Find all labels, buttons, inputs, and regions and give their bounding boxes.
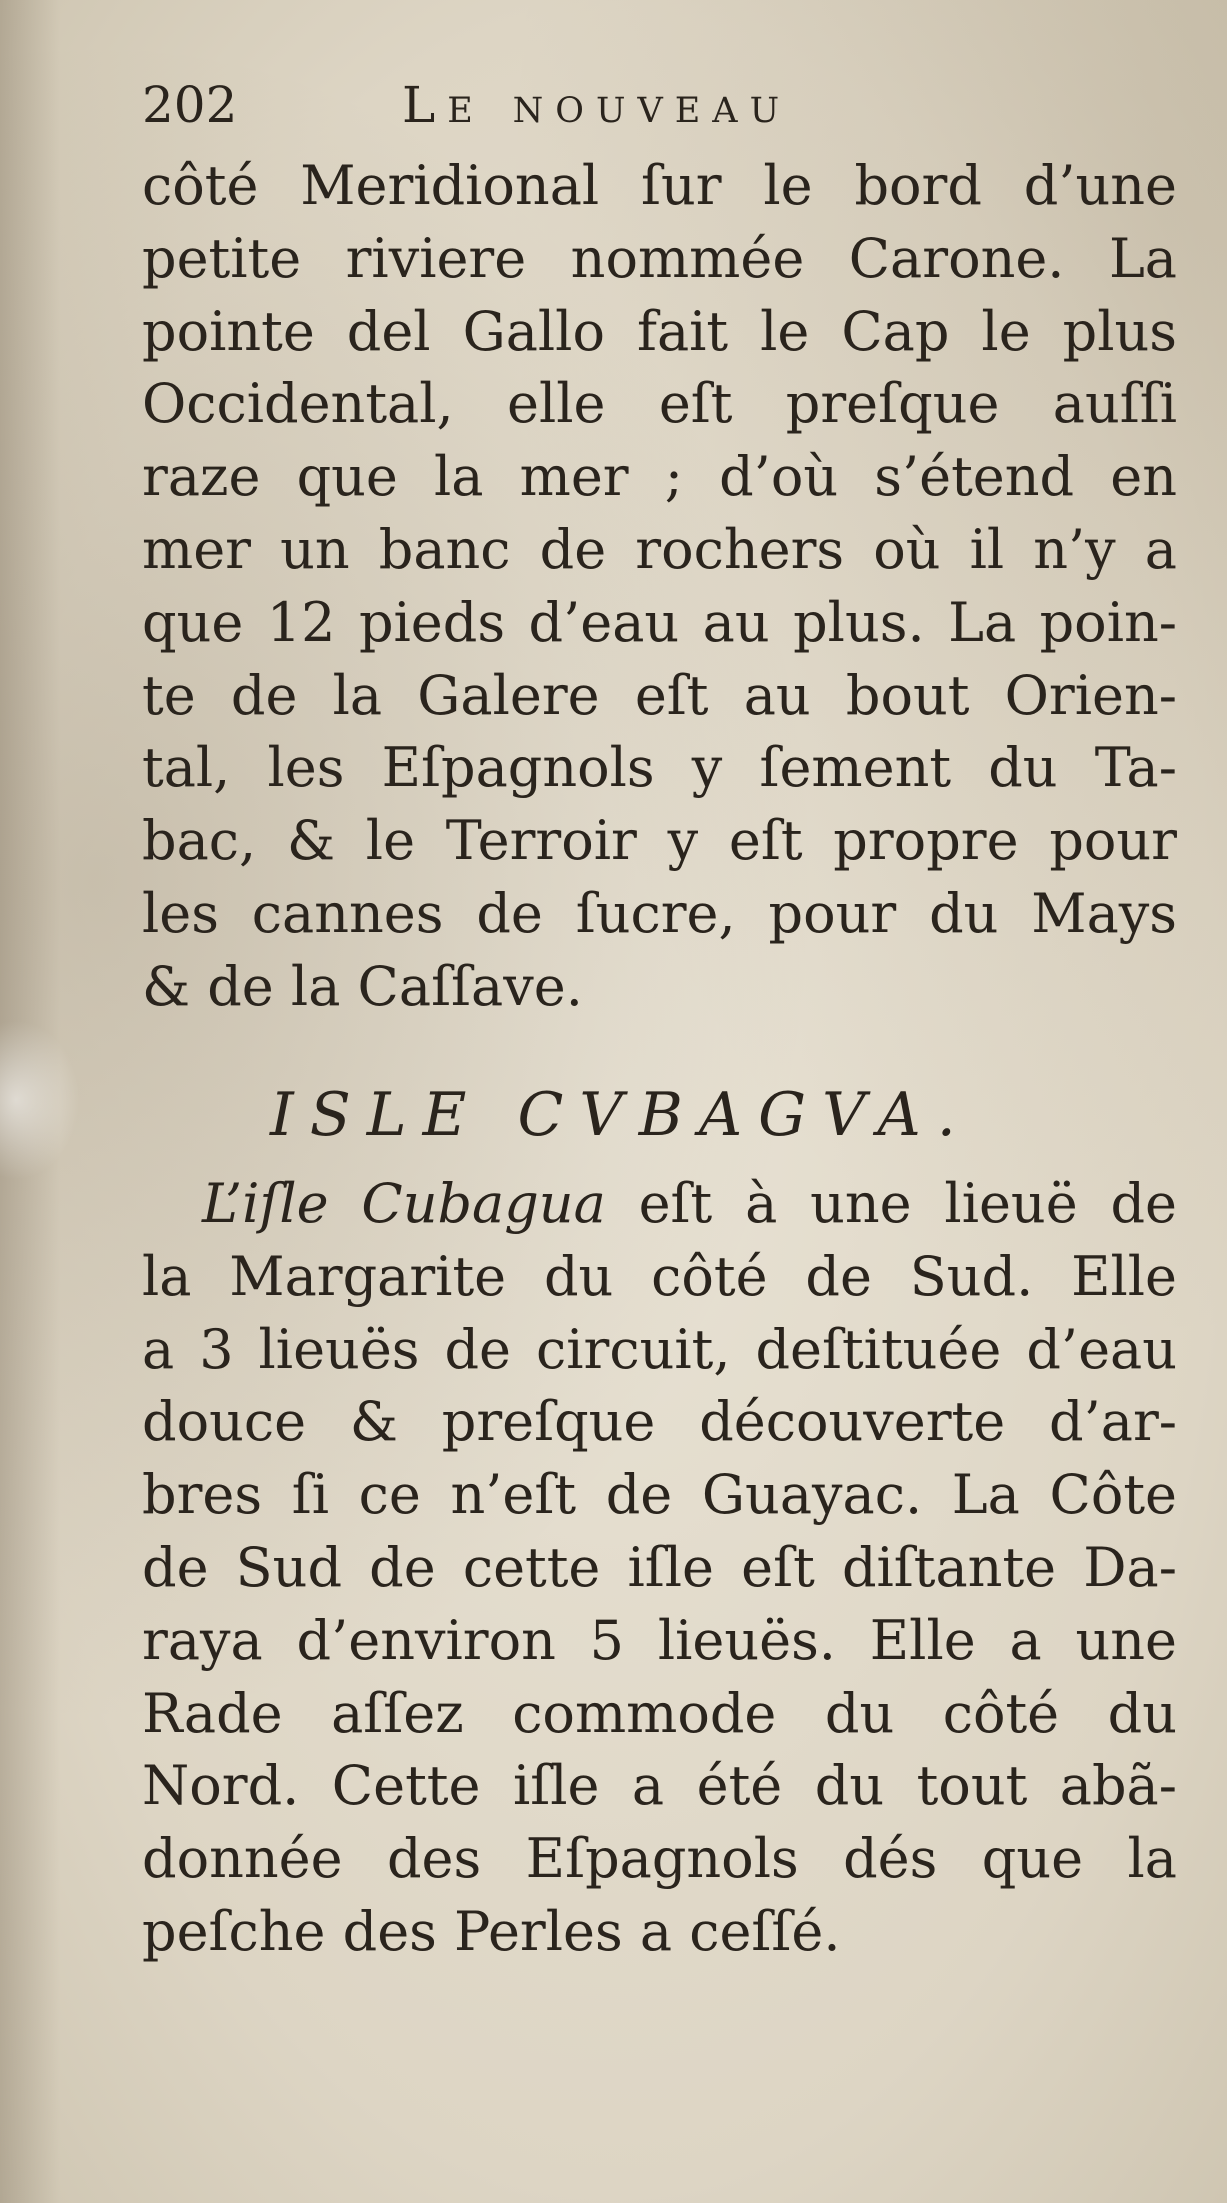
running-title: Le nouveau: [402, 76, 792, 134]
paragraph-1: [142, 150, 1177, 1024]
section-heading: ISLE CVBAGVA.: [270, 1080, 972, 1150]
text-line: douce & preſque découverte d’ar-: [142, 1390, 1177, 1454]
text-line: pointe del Gallo fait le Cap le plus: [142, 299, 1177, 363]
text-line: & de la Caſſave.: [142, 954, 583, 1018]
text-line: petite riviere nommée Carone. La: [142, 226, 1177, 290]
text-line: a 3 lieuës de circuit, deſtituée d’eau: [142, 1317, 1177, 1381]
page-number: 202: [142, 76, 238, 134]
text-line: raze que la mer ; d’où s’étend en: [142, 445, 1177, 509]
text-line: tal, les Eſpagnols y ſement du Ta-: [142, 736, 1177, 800]
text-line: raya d’environ 5 lieuës. Elle a une: [142, 1608, 1177, 1672]
text-line: que 12 pieds d’eau au plus. La poin-: [142, 590, 1177, 654]
paragraph-2: [142, 1168, 1177, 1969]
text-line: te de la Galere eſt au bout Orien-: [142, 663, 1177, 727]
text-line: côté Meridional ſur le bord d’une: [142, 154, 1177, 217]
text-line: donnée des Eſpagnols dés que la: [142, 1827, 1177, 1891]
text-line-rest: eſt à une lieuë de: [605, 1172, 1177, 1235]
text-line: mer un banc de rochers où il n’y a: [142, 517, 1177, 581]
text-line: de Sud de cette iſle eſt diſtante Da-: [142, 1535, 1177, 1599]
text-line: les cannes de ſucre, pour du Mays: [142, 881, 1177, 945]
text-line: bres ſi ce n’eſt de Guayac. La Côte: [142, 1463, 1177, 1527]
text-line: Occidental, elle eſt preſque auſſi: [142, 372, 1177, 436]
text-line: la Margarite du côté de Sud. Elle: [142, 1244, 1177, 1308]
text-line: peſche des Perles a ceſſé.: [142, 1899, 841, 1963]
running-head: [142, 70, 1142, 140]
text-line: bac, & le Terroir y eſt propre pour: [142, 809, 1177, 873]
island-name: L’iſle Cubagua: [202, 1172, 606, 1235]
text-line: Nord. Cette iſle a été du tout abã-: [142, 1754, 1177, 1818]
text-line: Rade aſſez commode du côté du: [142, 1681, 1177, 1745]
text-line-first: [142, 1168, 1177, 1241]
paper-stain: [0, 1020, 80, 1180]
